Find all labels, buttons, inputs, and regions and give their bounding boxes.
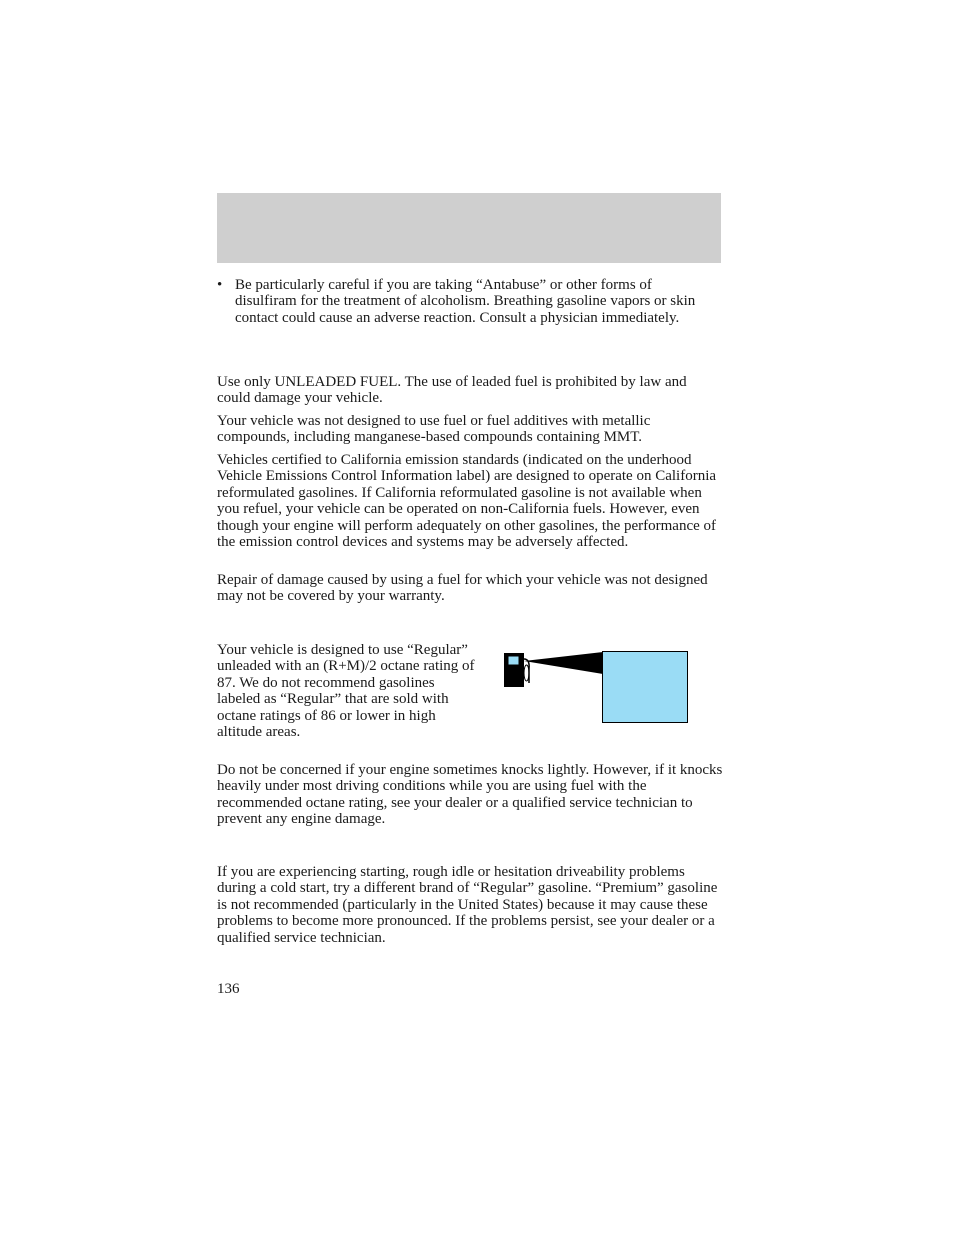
paragraph-california-emissions: Vehicles certified to California emission standards (indicated on the underhood Vehicle Emissions Control Information label) are designed to operate on California reformulated gasolines. If California reformulated gasoline is not available when you refuel, your vehicle can be operated on non-California fuels. However, even though your engine will perform adequately on other gasolines, the performance of the emission control devices and systems may be adversely affected. (217, 452, 717, 551)
page-number: 136 (217, 981, 240, 997)
paragraph-cold-start: If you are experiencing starting, rough idle or hesitation driveability problems during a cold start, try a different brand of “Regular” gasoline. “Premium” gasoline is not recommended (particularly in the United States) because it may cause these problems to become more pronounced. If the problems persist, see your dealer or a qualified service technician. (217, 864, 718, 946)
paragraph-metallic-additives: Your vehicle was not designed to use fuel or fuel additives with metallic compounds, including manganese-based compounds containing MMT. (217, 413, 651, 446)
paragraph-octane-rating: Your vehicle is designed to use “Regular” unleaded with an (R+M)/2 octane rating of 87. We do not recommend gasolines labeled as “Regular” that are sold with octane ratings of 86 or lower in high altitude areas. (217, 642, 475, 741)
bullet-text: Be particularly careful if you are taking “Antabuse” or other forms of disulfiram for the treatment of alcoholism. Breathing gasoline vapors or skin contact could cause an adverse reaction. Consult a physician immediately. (235, 277, 696, 326)
bullet-symbol: • (217, 277, 223, 293)
fuel-pump-icon (502, 649, 692, 727)
section-header-band (217, 193, 721, 263)
paragraph-warranty: Repair of damage caused by using a fuel for which your vehicle was not designed may not be covered by your warranty. (217, 572, 708, 605)
octane-label-figure (502, 649, 692, 727)
paragraph-unleaded-fuel: Use only UNLEADED FUEL. The use of leaded fuel is prohibited by law and could damage your vehicle. (217, 374, 687, 407)
paragraph-engine-knock: Do not be concerned if your engine sometimes knocks lightly. However, if it knocks heavily under most driving conditions while you are using fuel with the recommended octane rating, see your dealer or a qualified service technician to prevent any engine damage. (217, 762, 723, 828)
